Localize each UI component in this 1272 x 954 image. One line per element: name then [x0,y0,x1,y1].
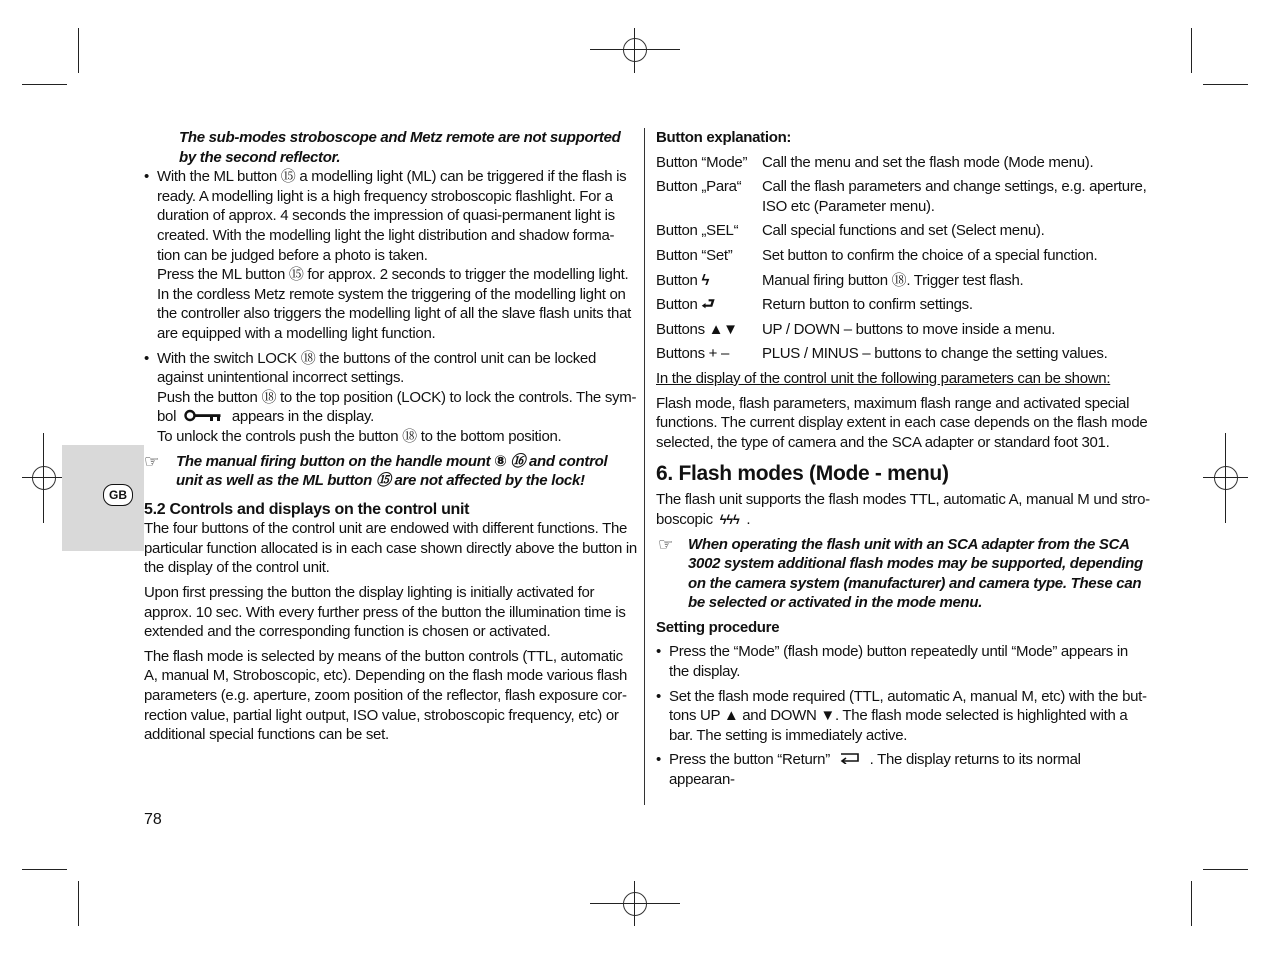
button-key: Buttons ▲▼ [656,320,738,338]
return-arrow-icon [838,751,862,764]
crop-mark [22,869,67,870]
button-explanation-title: Button explanation: [656,129,792,146]
registration-mark [43,433,44,523]
section-6-text-end: . [746,510,751,528]
section-5-2-paragraph-1: The four buttons of the control unit are endowed with different functions. The particular function allocated is in each case shown directly above the button in the display of the control unit. [144,520,637,577]
crop-mark [1191,881,1192,926]
ml-bullet [144,167,637,343]
setting-step-1: • Press the “Mode” (flash mode) button repeatedly until “Mode” appears in the display. [656,642,1150,681]
note-sca-text: When operating the flash unit with an SCA adapter from the SCA 3002 system additional flash modes may be supported, depending on the camera system (manufacturer) and camera type. These can be selected or activated in the mode menu. [688,535,1143,612]
button-key: Button “Set” [656,246,733,264]
button-key: Button “Mode” [656,153,748,171]
stroboscope-icon: ϟϟϟ [719,511,740,527]
button-row-set [656,246,1150,266]
lock-paragraph-3 [157,407,637,427]
note-lock-text: The manual firing button on the handle mount ⑧ ⑯ and control unit as well as the ML button ⑮ are not affected by the lock! [176,452,608,490]
lock-paragraph-4: To unlock the controls push the button ⑱ to the bottom position. [157,427,562,445]
crop-mark [22,84,67,85]
section-6-text: The flash unit supports the flash modes TTL, automatic A, manual M und stro-boscopic [656,491,1150,528]
ml-paragraph-2: Press the ML button ⑮ for approx. 2 seconds to trigger the modelling light. In the cordless Metz remote system the triggering of the modelling light on the controller also triggers the modelling light of all the slave flash units that are equipped with a modelling light function. [157,266,632,342]
page-number: 78 [144,811,162,828]
pointing-hand-icon: ☞ [658,534,673,554]
key-icon [184,409,224,422]
section-5-2-paragraph-2: Upon first pressing the button the display lighting is initially activated for approx. 10 sec. With every further press of the button the illumination time is extended and the corresponding function is chosen or activated. [144,584,626,641]
setting-step-3-text-end: . The display returns to its normal appearan- [669,751,1081,789]
section-6-paragraph-1 [656,490,1150,529]
return-arrow-icon: ⮐ [701,296,715,314]
section-5-2-paragraph-3: The flash mode is selected by means of the button controls (TTL, automatic A, manual M, Stroboscopic, etc). Depending on the flash mode various flash parameters (e.g. aperture, zoom position of the reflector, flash exposure cor-rection value, partial light output, ISO value, stroboscopic frequency, etc) or additional special functions can be set. [144,647,628,744]
button-key: Button „SEL“ [656,222,739,240]
button-desc: Set button to confirm the choice of a special function. [762,246,1098,264]
button-desc: Call special functions and set (Select menu). [762,222,1045,240]
button-row-sel [656,221,1150,241]
lock-paragraph-1: • With the switch LOCK ⑱ the buttons of the control unit can be locked against unintentional incorrect settings. [157,349,597,387]
lock-bullet [144,349,637,447]
registration-mark [32,466,56,490]
left-column [144,128,637,745]
crop-mark [78,881,79,926]
button-row-mode [656,153,1150,173]
button-row-updown [656,320,1150,340]
registration-mark [1225,433,1226,523]
registration-mark [623,892,647,916]
display-params-text: Flash mode, flash parameters, maximum flash range and activated special functions. The current display extent in each case depends on the flash mode selected, the type of camera and the SCA adapter or standard foot 301. [656,394,1148,451]
registration-mark [590,49,680,50]
column-divider [644,128,645,805]
lock-symbol-suffix: appears in the display. [231,408,374,426]
registration-mark [590,903,680,904]
setting-step-2: • Set the flash mode required (TTL, automatic A, manual M, etc) with the but-tons UP ▲ and DOWN ▼. The flash mode selected is highlighted with a bar. The setting is immediately active. [656,687,1150,746]
registration-mark [1214,466,1238,490]
pointing-hand-icon: ☞ [144,451,159,471]
note-lock [144,452,637,491]
button-key: Buttons + – [656,345,730,363]
button-key: Button [656,296,698,314]
language-badge: GB [103,484,133,506]
section-6-title: 6. Flash modes (Mode - menu) [656,462,949,486]
display-params-title: In the display of the control unit the following parameters can be shown: [656,369,1111,387]
registration-mark [623,38,647,62]
right-column [656,128,1150,790]
crop-mark [1203,869,1248,870]
setting-step-3-text: Press the button “Return” [669,751,830,769]
crop-mark [78,28,79,73]
button-desc: Call the flash parameters and change settings, e.g. aperture, ISO etc (Parameter menu). [762,178,1147,215]
button-desc: UP / DOWN – buttons to move inside a menu. [762,320,1056,338]
button-desc: PLUS / MINUS – buttons to change the setting values. [762,345,1108,363]
button-key: Button [656,271,698,289]
lock-symbol-prefix: bol [157,408,177,426]
lightning-icon: ϟ [701,271,710,289]
registration-mark [634,28,635,73]
button-row-para [656,177,1150,216]
lock-paragraph-2: Push the button ⑱ to the top position (LOCK) to lock the controls. The sym- [157,388,637,406]
button-key: Button „Para“ [656,178,742,196]
crop-mark [1191,28,1192,73]
button-row-flash [656,271,1150,291]
setting-step-3 [656,750,1150,789]
registration-mark [22,477,67,478]
crop-mark [1203,84,1248,85]
note-sca [656,535,1150,613]
button-row-plusminus [656,344,1150,364]
button-row-return [656,295,1150,315]
button-desc: Call the menu and set the flash mode (Mode menu). [762,153,1094,171]
registration-mark [634,881,635,926]
note-second-reflector: The sub-modes stroboscope and Metz remote are not supported by the second reflector. [179,129,621,166]
ml-paragraph-1: • With the ML button ⑮ a modelling light (ML) can be triggered if the flash is ready. A modelling light is a high frequency stroboscopic flashlight. For a duration of approx. 4 seconds the impression of quasi-permanent light is created. With the modelling light the light distribution and shadow forma-tion can be judged before a photo is taken. [157,168,627,264]
setting-procedure-title: Setting procedure [656,618,780,636]
button-desc: Return button to confirm settings. [762,296,973,314]
section-5-2-title: 5.2 Controls and displays on the control unit [144,500,470,518]
button-desc: Manual firing button ⑱. Trigger test flash. [762,271,1024,289]
